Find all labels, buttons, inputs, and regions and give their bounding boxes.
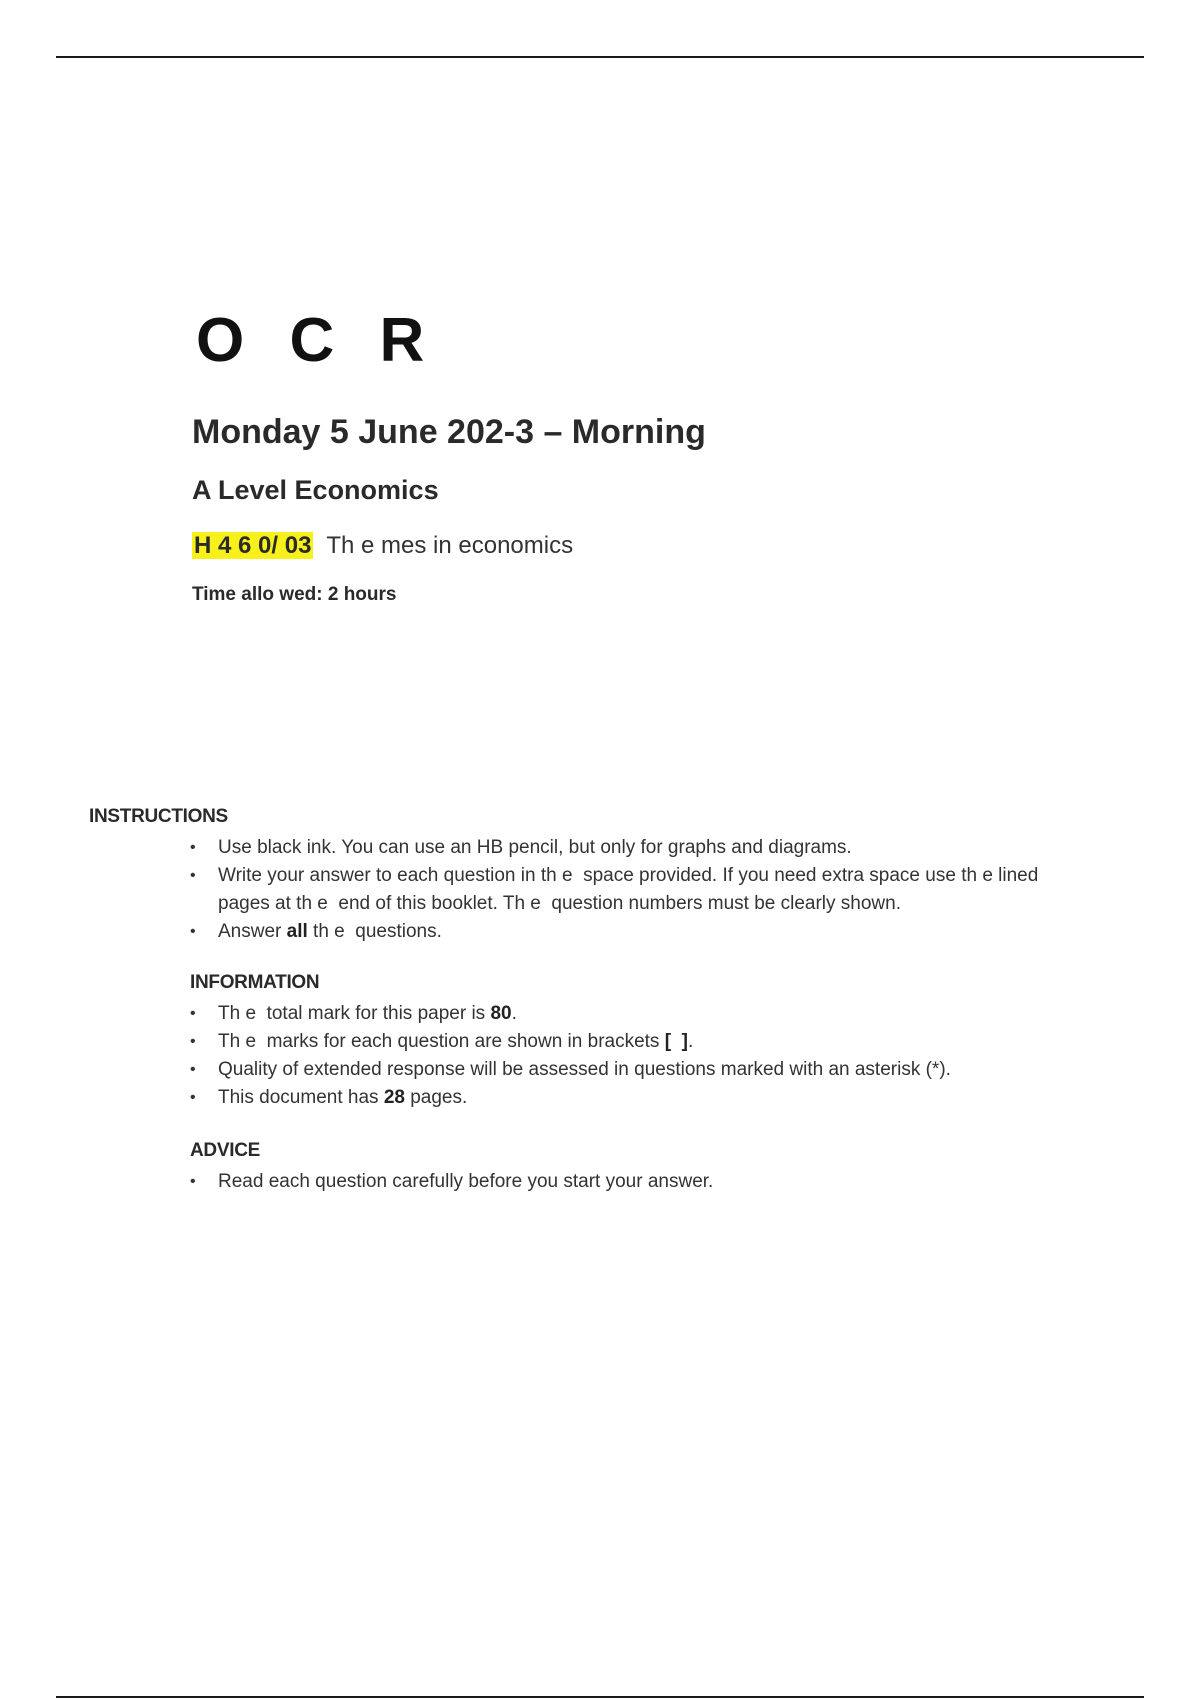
exam-subject: A Level Economics xyxy=(192,475,439,505)
paper-line xyxy=(192,532,573,561)
paper-title: Th e mes in economics xyxy=(326,532,574,559)
list-item: • Th e total mark for this paper is 80. xyxy=(190,1000,1090,1028)
information-list xyxy=(190,1000,1090,1112)
time-allowed: Time allo wed: 2 hours xyxy=(192,584,397,605)
list-item: • Use black ink. You can use an HB pencil, but only for graphs and diagrams. xyxy=(190,834,1070,862)
information-heading: INFORMATION xyxy=(190,972,320,993)
bottom-rule xyxy=(56,1696,1144,1698)
list-item: • Read each question carefully before you start your answer. xyxy=(190,1168,1090,1196)
exam-date: Monday 5 June 202-3 – Morning xyxy=(192,413,706,451)
list-item: • Write your answer to each question in th e space provided. If you need extra space use th e lined pages at th e end of this booklet. Th e question numbers must be clearly shown. xyxy=(190,862,1070,918)
advice-list xyxy=(190,1168,1090,1196)
advice-heading: ADVICE xyxy=(190,1140,260,1161)
list-item: • Quality of extended response will be assessed in questions marked with an asterisk (*). xyxy=(190,1056,1090,1084)
instructions-list xyxy=(190,834,1070,946)
list-item: • Answer all th e questions. xyxy=(190,918,1070,946)
paper-code: H 4 6 0/ 03 xyxy=(194,532,312,559)
ocr-logo: O C R xyxy=(196,306,439,375)
list-item: • Th e marks for each question are shown in brackets [ ]. xyxy=(190,1028,1090,1056)
list-item: • This document has 28 pages. xyxy=(190,1084,1090,1112)
top-rule xyxy=(56,56,1144,58)
instructions-heading: INSTRUCTIONS xyxy=(89,806,228,827)
